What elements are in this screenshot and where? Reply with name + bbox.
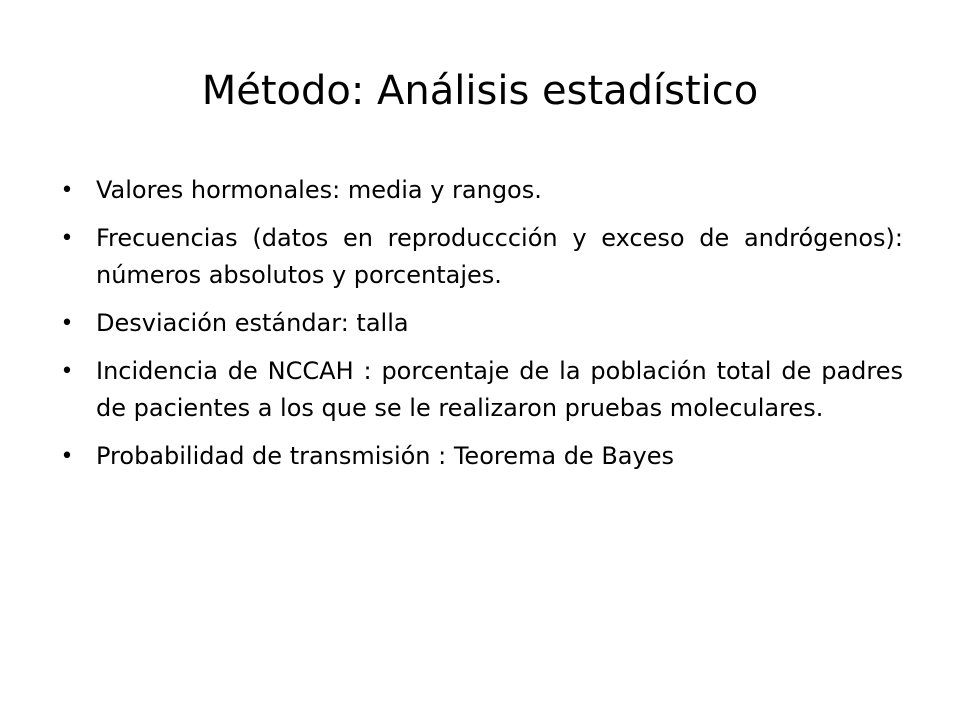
bullet-dot-icon: •: [60, 444, 74, 469]
bullet-dot-icon: •: [60, 226, 74, 251]
bullet-text: Incidencia de NCCAH : porcentaje de la población total de padres de pacientes a los que se le realizaron pruebas moleculares.: [96, 357, 903, 422]
bullet-item: [60, 172, 903, 209]
bullet-text: Valores hormonales: media y rangos.: [96, 176, 542, 204]
bullet-list: [60, 172, 903, 486]
bullet-dot-icon: •: [60, 311, 74, 336]
slide-title: Método: Análisis estadístico: [201, 68, 759, 114]
bullet-text: Probabilidad de transmisión : Teorema de Bayes: [96, 442, 674, 470]
bullet-item: [60, 220, 903, 294]
bullet-item: [60, 438, 903, 475]
bullet-text: Desviación estándar: talla: [96, 309, 409, 337]
bullet-item: [60, 353, 903, 427]
bullet-text: Frecuencias (datos en reproduccción y exceso de andrógenos): números absolutos y porcentajes.: [96, 224, 903, 289]
bullet-item: [60, 305, 903, 342]
bullet-dot-icon: •: [60, 359, 74, 384]
bullet-dot-icon: •: [60, 178, 74, 203]
